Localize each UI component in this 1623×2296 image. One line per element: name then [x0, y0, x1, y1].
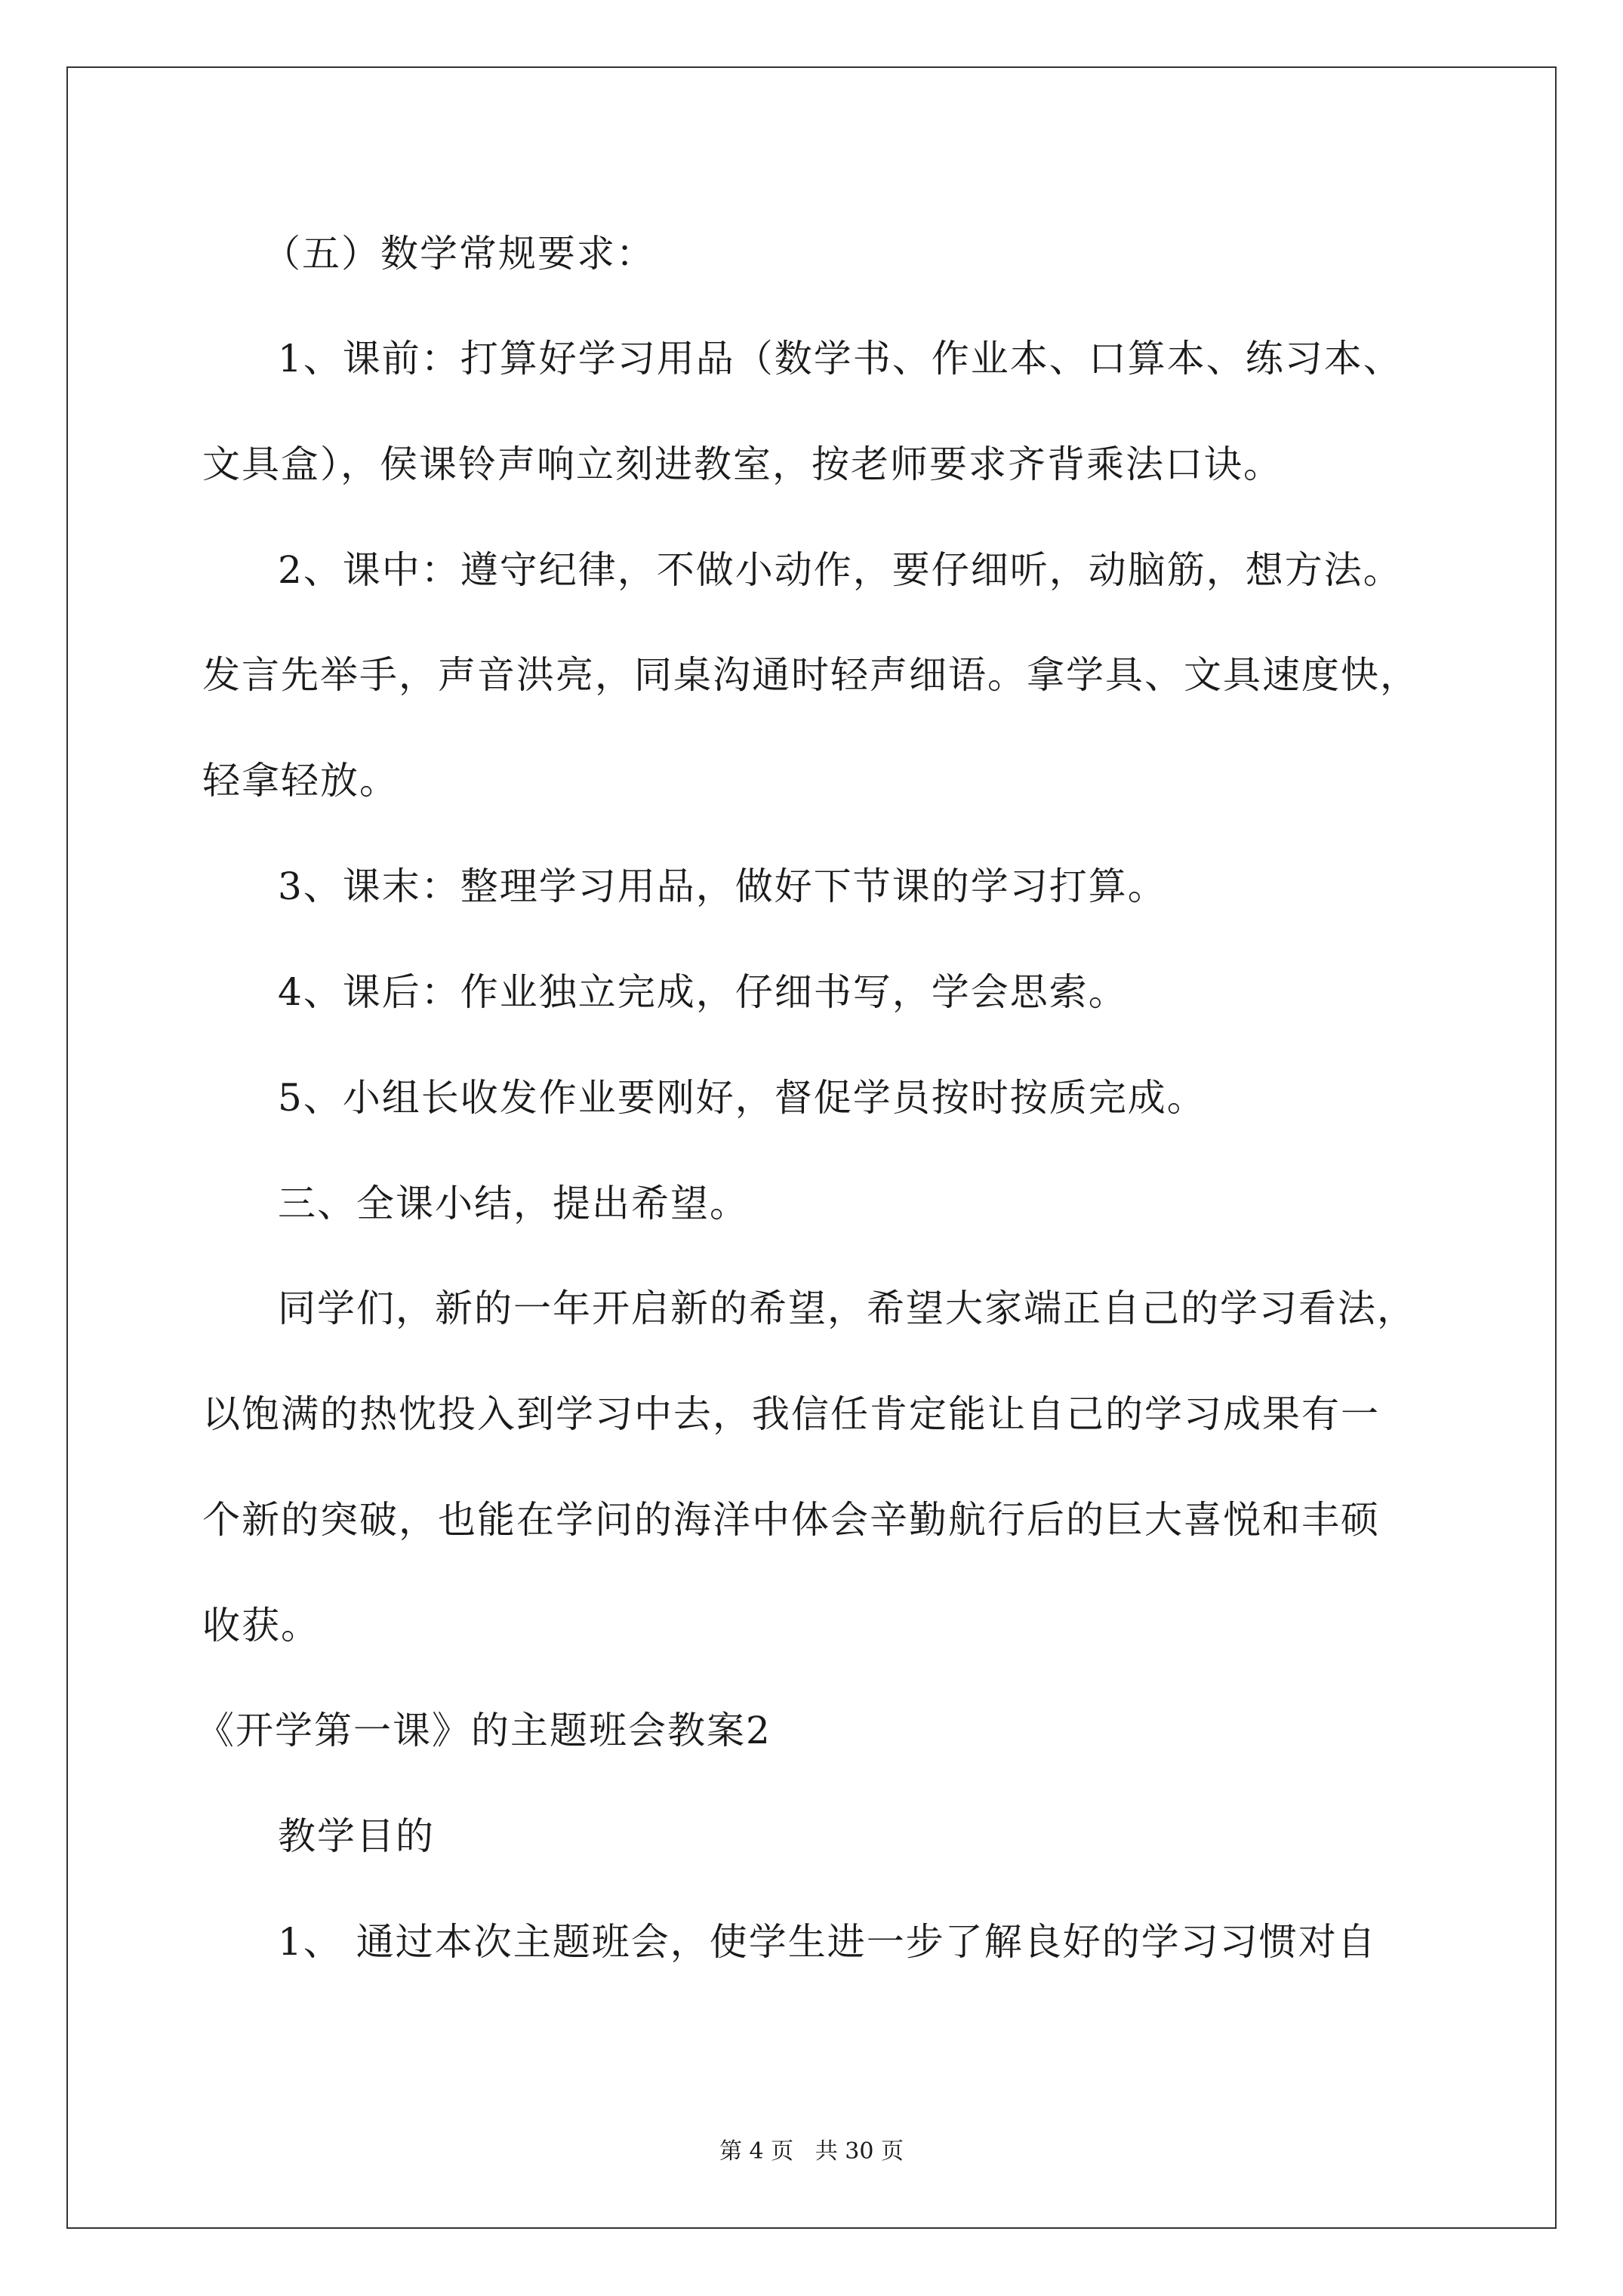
page-number-footer: 第 4 页 共 30 页	[719, 2138, 904, 2165]
paragraph-line: 收获。	[202, 1604, 320, 1647]
paragraph-before-class: 1、课前：打算好学习用品（数学书、作业本、口算本、练习本、	[278, 337, 1403, 381]
heading-teaching-goal: 教学目的	[278, 1814, 435, 1858]
paragraph-line: 发言先举手，声音洪亮，同桌沟通时轻声细语。拿学具、文具速度快，	[202, 653, 1419, 697]
paragraph-during-class: 2、课中：遵守纪律，不做小动作，要仔细听，动脑筋，想方法。	[278, 548, 1403, 592]
paragraph-end-of-class: 3、课末：整理学习用品，做好下节课的学习打算。	[278, 864, 1167, 908]
paragraph-line: 轻拿轻放。	[202, 759, 399, 803]
paragraph-goal-1: 1、 通过本次主题班会，使学生进一步了解良好的学习习惯对自	[278, 1920, 1377, 1964]
paragraph-line: 文具盒），侯课铃声响立刻进教室，按老师要求齐背乘法口诀。	[202, 442, 1283, 486]
paragraph-line: 个新的突破，也能在学问的海洋中体会辛勤航行后的巨大喜悦和丰硕	[202, 1498, 1380, 1542]
paragraph-group-leader: 5、小组长收发作业要刚好，督促学员按时按质完成。	[278, 1076, 1206, 1120]
heading-math-rules: （五）数学常规要求：	[263, 232, 655, 276]
paragraph-line: 以饱满的热忱投入到学习中去，我信任肯定能让自己的学习成果有一	[202, 1392, 1380, 1436]
paragraph-after-class: 4、课后：作业独立完成，仔细书写，学会思索。	[278, 970, 1128, 1014]
paragraph-closing: 同学们，新的一年开启新的希望，希望大家端正自己的学习看法，	[278, 1287, 1416, 1330]
page-frame	[66, 66, 1557, 2229]
heading-summary: 三、全课小结，提出希望。	[278, 1182, 749, 1225]
section-title: 《开学第一课》的主题班会教案2	[196, 1709, 771, 1752]
